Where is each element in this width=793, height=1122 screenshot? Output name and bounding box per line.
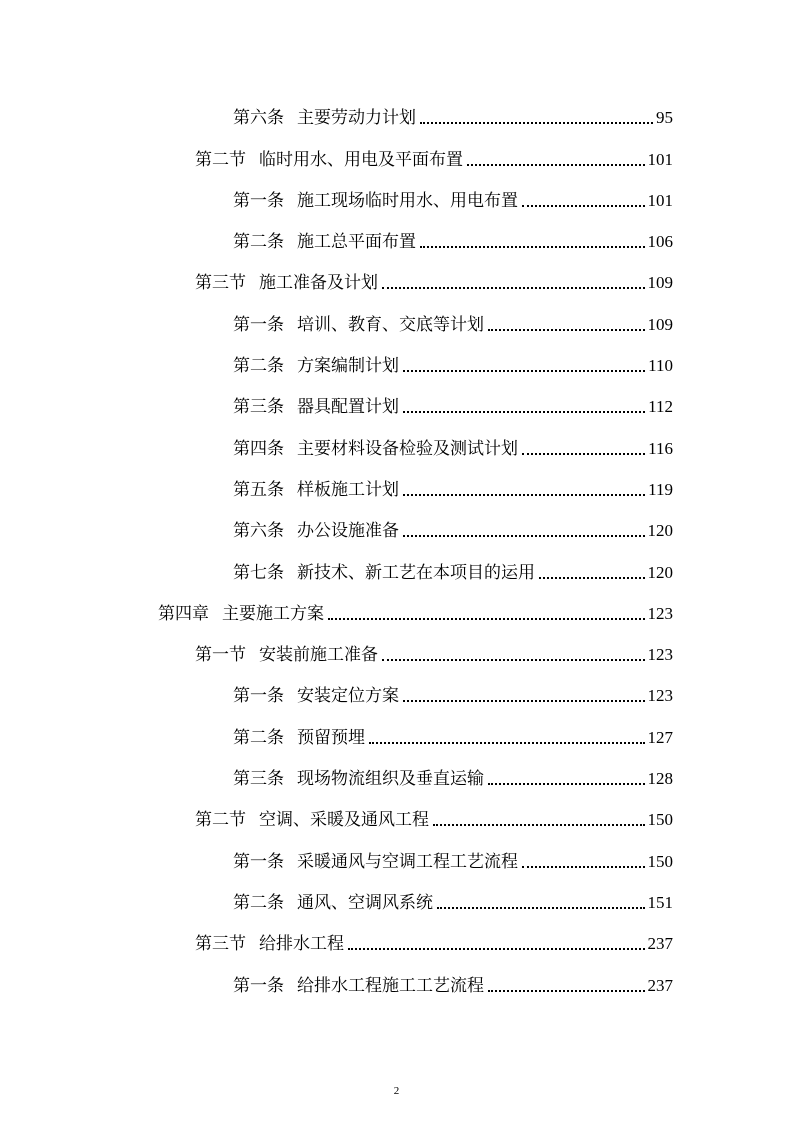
toc-entry-title: 临时用水、用电及平面布置 (259, 149, 463, 170)
toc-entry-page: 101 (647, 190, 673, 210)
dot-leader (488, 329, 645, 331)
dot-leader (539, 577, 645, 579)
dot-leader (437, 907, 645, 909)
dot-leader (488, 990, 645, 992)
toc-entry-number: 第二节 (195, 810, 246, 831)
dot-leader (403, 411, 645, 413)
toc-entry-number: 第三节 (195, 934, 246, 955)
toc-entry-title: 给排水工程施工工艺流程 (297, 975, 484, 996)
toc-entry-page: 127 (647, 727, 673, 747)
toc-entry-number: 第二条 (233, 892, 284, 913)
toc-entry-page: 237 (647, 934, 673, 954)
toc-entry-title: 主要材料设备检验及测试计划 (297, 438, 518, 459)
toc-entry-article[interactable] (0, 501, 673, 542)
toc-entry-title: 现场物流组织及垂直运输 (297, 769, 484, 790)
toc-entry-title: 施工总平面布置 (297, 232, 416, 253)
toc-entry-page: 123 (647, 686, 673, 706)
toc-entry-number: 第三条 (233, 769, 284, 790)
toc-entry-page: 119 (648, 479, 673, 499)
toc-entry-title: 通风、空调风系统 (297, 892, 433, 913)
toc-entry-number: 第二条 (233, 727, 284, 748)
toc-entry-number: 第四条 (233, 438, 284, 459)
dot-leader (382, 659, 645, 661)
toc-entry-article[interactable] (0, 666, 673, 707)
toc-entry-number: 第一条 (233, 314, 284, 335)
toc-entry-article[interactable] (0, 294, 673, 335)
toc-entry-title: 主要劳动力计划 (297, 108, 416, 129)
dot-leader (328, 618, 645, 620)
toc-entry-title: 器具配置计划 (297, 397, 399, 418)
toc-entry-number: 第二节 (195, 149, 246, 170)
toc-entry-article[interactable] (0, 707, 673, 748)
toc-entry-title: 给排水工程 (259, 934, 344, 955)
toc-entry-number: 第六条 (233, 521, 284, 542)
toc-entry-number: 第一条 (233, 190, 284, 211)
toc-entry-page: 123 (647, 603, 673, 623)
toc-entry-page: 151 (647, 892, 673, 912)
toc-entry-title: 主要施工方案 (222, 603, 324, 624)
toc-entry-title: 施工准备及计划 (259, 273, 378, 294)
toc-entry-number: 第一条 (233, 975, 284, 996)
dot-leader (488, 783, 645, 785)
dot-leader (522, 205, 645, 207)
toc-entry-article[interactable] (0, 460, 673, 501)
toc-entry-title: 预留预埋 (297, 727, 365, 748)
toc-entry-title: 办公设施准备 (297, 521, 399, 542)
toc-entry-page: 120 (647, 562, 673, 582)
dot-leader (403, 370, 645, 372)
dot-leader (403, 494, 645, 496)
dot-leader (522, 453, 645, 455)
toc-entry-section[interactable] (0, 914, 673, 955)
toc-entry-page: 101 (647, 149, 673, 169)
dot-leader (369, 742, 645, 744)
toc-entry-title: 施工现场临时用水、用电布置 (297, 190, 518, 211)
toc-entry-section[interactable] (0, 253, 673, 294)
toc-entry-title: 安装前施工准备 (259, 645, 378, 666)
toc-entry-page: 109 (647, 273, 673, 293)
toc-entry-number: 第五条 (233, 479, 284, 500)
toc-entry-article[interactable] (0, 88, 673, 129)
toc-entry-section[interactable] (0, 790, 673, 831)
toc-entry-page: 95 (656, 108, 673, 128)
toc-entry-title: 空调、采暖及通风工程 (259, 810, 429, 831)
toc-entry-article[interactable] (0, 171, 673, 212)
toc-entry-page: 128 (647, 769, 673, 789)
page-number: 2 (393, 1085, 400, 1097)
toc-entry-page: 123 (647, 645, 673, 665)
toc-entry-article[interactable] (0, 336, 673, 377)
dot-leader (433, 824, 645, 826)
toc-entry-article[interactable] (0, 831, 673, 872)
toc-entry-article[interactable] (0, 955, 673, 996)
toc-entry-number: 第四章 (158, 603, 209, 624)
toc-entry-number: 第二条 (233, 356, 284, 377)
dot-leader (382, 287, 645, 289)
toc-entry-title: 培训、教育、交底等计划 (297, 314, 484, 335)
toc-entry-title: 方案编制计划 (297, 356, 399, 377)
toc-entry-article[interactable] (0, 542, 673, 583)
toc-entry-page: 112 (648, 397, 673, 417)
dot-leader (403, 535, 645, 537)
toc-entry-number: 第二条 (233, 232, 284, 253)
dot-leader (467, 164, 645, 166)
toc-entry-number: 第一条 (233, 851, 284, 872)
toc-entry-number: 第三节 (195, 273, 246, 294)
toc-entry-page: 150 (647, 851, 673, 871)
dot-leader (420, 246, 645, 248)
toc-entry-page: 237 (647, 975, 673, 995)
toc-entry-page: 109 (647, 314, 673, 334)
toc-entry-section[interactable] (0, 129, 673, 170)
toc-entry-title: 安装定位方案 (297, 686, 399, 707)
toc-entry-article[interactable] (0, 418, 673, 459)
toc-entry-number: 第一条 (233, 686, 284, 707)
toc-entry-number: 第六条 (233, 108, 284, 129)
toc-entry-article[interactable] (0, 873, 673, 914)
dot-leader (348, 948, 645, 950)
toc-entry-article[interactable] (0, 377, 673, 418)
toc-entry-title: 采暖通风与空调工程工艺流程 (297, 851, 518, 872)
toc-entry-page: 116 (648, 438, 673, 458)
toc-entry-chapter[interactable] (0, 584, 673, 625)
toc-entry-page: 110 (648, 356, 673, 376)
toc-entry-number: 第一节 (195, 645, 246, 666)
toc-entry-number: 第三条 (233, 397, 284, 418)
dot-leader (420, 122, 653, 124)
toc-entry-page: 106 (647, 232, 673, 252)
dot-leader (522, 866, 645, 868)
toc-entry-section[interactable] (0, 625, 673, 666)
toc-entry-number: 第七条 (233, 562, 284, 583)
toc-entry-title: 新技术、新工艺在本项目的运用 (297, 562, 535, 583)
toc-entry-title: 样板施工计划 (297, 479, 399, 500)
table-of-contents (0, 88, 793, 997)
toc-entry-article[interactable] (0, 212, 673, 253)
toc-entry-page: 120 (647, 521, 673, 541)
dot-leader (403, 700, 645, 702)
toc-entry-article[interactable] (0, 749, 673, 790)
toc-entry-page: 150 (647, 810, 673, 830)
